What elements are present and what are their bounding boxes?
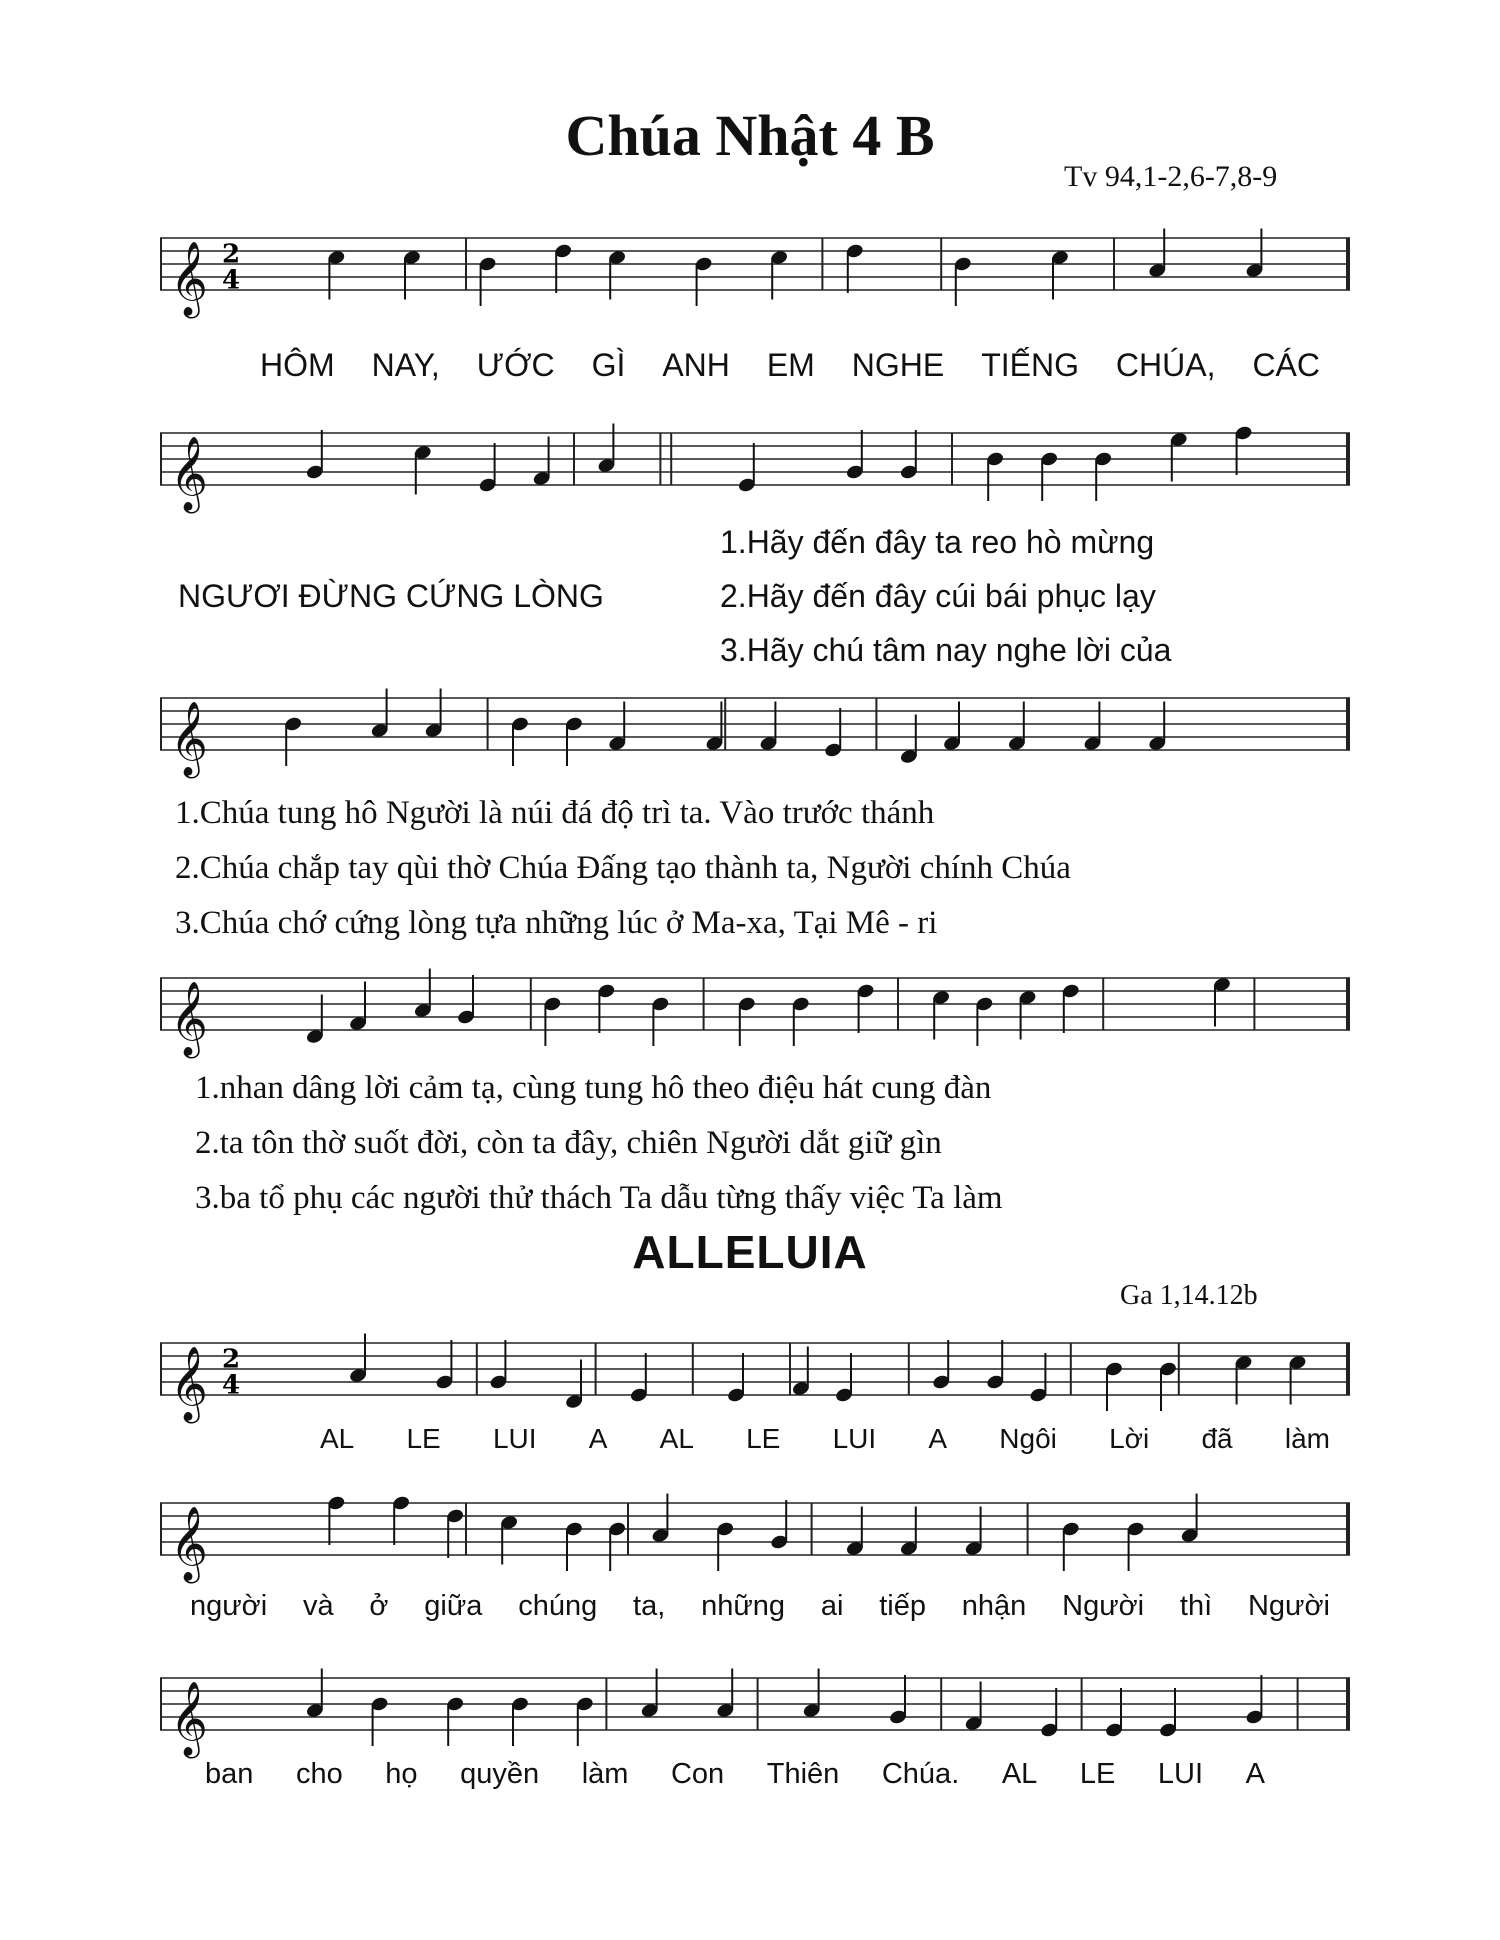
lyric-word: LUI xyxy=(1157,1758,1204,1790)
lyric-word: AL xyxy=(1001,1758,1038,1790)
staff-3 xyxy=(160,690,1350,776)
lyric-word: họ xyxy=(385,1758,418,1790)
lyric-word: EM xyxy=(766,347,815,383)
verse-start-3: 3.Hãy chú tâm nay nghe lời của xyxy=(720,632,1172,668)
staff-svg xyxy=(160,1335,1350,1421)
staff-7 xyxy=(160,1670,1350,1756)
treble-clef-icon: 𝄞 xyxy=(170,982,208,1056)
alleluia-lyric-2 xyxy=(190,1590,1330,1623)
lyric-word: Lời xyxy=(1109,1423,1150,1454)
lyric-word: nhận xyxy=(961,1590,1027,1622)
lyric-word: thì xyxy=(1179,1590,1213,1622)
verse-end-2: 2.ta tôn thờ suốt đời, còn ta đây, chiên Người dắt giữ gìn xyxy=(195,1125,942,1161)
staff-svg xyxy=(160,1670,1350,1756)
verse-mid-3: 3.Chúa chớ cứng lòng tựa những lúc ở Ma-xa, Tại Mê - ri xyxy=(175,905,938,941)
lyric-word: đã xyxy=(1201,1423,1233,1454)
lyric-word: những xyxy=(701,1590,786,1622)
verse-end-3: 3.ba tổ phụ các người thử thách Ta dẫu từng thấy việc Ta làm xyxy=(195,1180,1003,1216)
lyric-word: ban xyxy=(205,1758,254,1790)
treble-clef-icon: 𝄞 xyxy=(170,702,208,776)
lyric-word: cho xyxy=(295,1758,343,1790)
lyric-word: ta, xyxy=(633,1590,666,1622)
lyric-word: và xyxy=(302,1590,334,1622)
time-signature-top: 2 xyxy=(222,1344,241,1375)
lyric-word: A xyxy=(928,1423,948,1454)
refrain-end: NGƯƠI ĐỪNG CỨNG LÒNG xyxy=(178,578,604,614)
staff-svg xyxy=(160,970,1350,1056)
verse-start-1: 1.Hãy đến đây ta reo hò mừng xyxy=(720,524,1155,560)
lyric-word: Người xyxy=(1247,1590,1330,1622)
lyric-word: AL xyxy=(659,1423,694,1454)
staff-5 xyxy=(160,1335,1350,1421)
staff-svg xyxy=(160,1495,1350,1581)
lyric-word: LE xyxy=(746,1423,781,1454)
verse-end-1: 1.nhan dâng lời cảm tạ, cùng tung hô theo điệu hát cung đàn xyxy=(195,1070,992,1106)
lyric-word: AL xyxy=(320,1423,355,1454)
lyric-word: GÌ xyxy=(591,347,626,383)
lyric-word: NAY, xyxy=(371,347,440,383)
treble-clef-icon: 𝄞 xyxy=(170,1682,208,1756)
verse-mid-2: 2.Chúa chắp tay qùi thờ Chúa Đấng tạo thành ta, Người chính Chúa xyxy=(175,850,1071,886)
verse-start-2: 2.Hãy đến đây cúi bái phục lạy xyxy=(720,578,1156,614)
time-signature-bottom: 4 xyxy=(222,265,241,296)
lyric-line-1 xyxy=(260,347,1320,384)
lyric-word: làm xyxy=(1284,1423,1330,1454)
staff-1 xyxy=(160,230,1350,316)
page-title: Chúa Nhật 4 B xyxy=(565,103,935,168)
lyric-word: Người xyxy=(1062,1590,1145,1622)
verse-mid-1: 1.Chúa tung hô Người là núi đá độ trì ta. Vào trước thánh xyxy=(175,795,935,831)
lyric-word: Chúa. xyxy=(881,1758,960,1790)
time-signature-bottom: 4 xyxy=(222,1370,241,1401)
treble-clef-icon: 𝄞 xyxy=(170,242,208,316)
lyric-word: HÔM xyxy=(260,347,335,383)
lyric-word: chúng xyxy=(518,1590,598,1622)
staff-svg xyxy=(160,230,1350,316)
lyric-word: Thiên xyxy=(766,1758,840,1790)
alleluia-title: ALLELUIA xyxy=(632,1226,868,1278)
lyric-word: A xyxy=(588,1423,608,1454)
lyric-word: LUI xyxy=(832,1423,877,1454)
lyric-word: LUI xyxy=(492,1423,537,1454)
lyric-word: ở xyxy=(369,1590,389,1622)
treble-clef-icon: 𝄞 xyxy=(170,1507,208,1581)
lyric-word: quyền xyxy=(460,1758,540,1790)
staff-6 xyxy=(160,1495,1350,1581)
staff-4 xyxy=(160,970,1350,1056)
alleluia-lyric-3 xyxy=(205,1758,1265,1791)
lyric-word: LE xyxy=(406,1423,441,1454)
lyric-word: NGHE xyxy=(851,347,945,383)
lyric-word: LE xyxy=(1079,1758,1116,1790)
psalm-reference: Tv 94,1-2,6-7,8-9 xyxy=(1064,160,1278,193)
staff-svg xyxy=(160,425,1350,511)
alleluia-lyric-1 xyxy=(320,1423,1330,1455)
lyric-word: giữa xyxy=(424,1590,483,1622)
lyric-word: ai xyxy=(820,1590,844,1622)
lyric-word: ƯỚC xyxy=(476,347,555,383)
lyric-word: CÁC xyxy=(1252,347,1320,383)
lyric-word: tiếp xyxy=(879,1590,926,1622)
lyric-word: ANH xyxy=(662,347,730,383)
lyric-word: làm xyxy=(581,1758,629,1790)
treble-clef-icon: 𝄞 xyxy=(170,1347,208,1421)
lyric-word: TIẾNG xyxy=(981,347,1079,383)
treble-clef-icon: 𝄞 xyxy=(170,437,208,511)
time-signature-top: 2 xyxy=(222,239,241,270)
alleluia-reference: Ga 1,14.12b xyxy=(1120,1280,1258,1311)
staff-2 xyxy=(160,425,1350,511)
lyric-word: Con xyxy=(670,1758,725,1790)
lyric-word: CHÚA, xyxy=(1115,347,1216,383)
lyric-word: A xyxy=(1245,1758,1265,1790)
staff-svg xyxy=(160,690,1350,776)
lyric-word: Ngôi xyxy=(999,1423,1057,1454)
lyric-word: người xyxy=(190,1590,268,1622)
